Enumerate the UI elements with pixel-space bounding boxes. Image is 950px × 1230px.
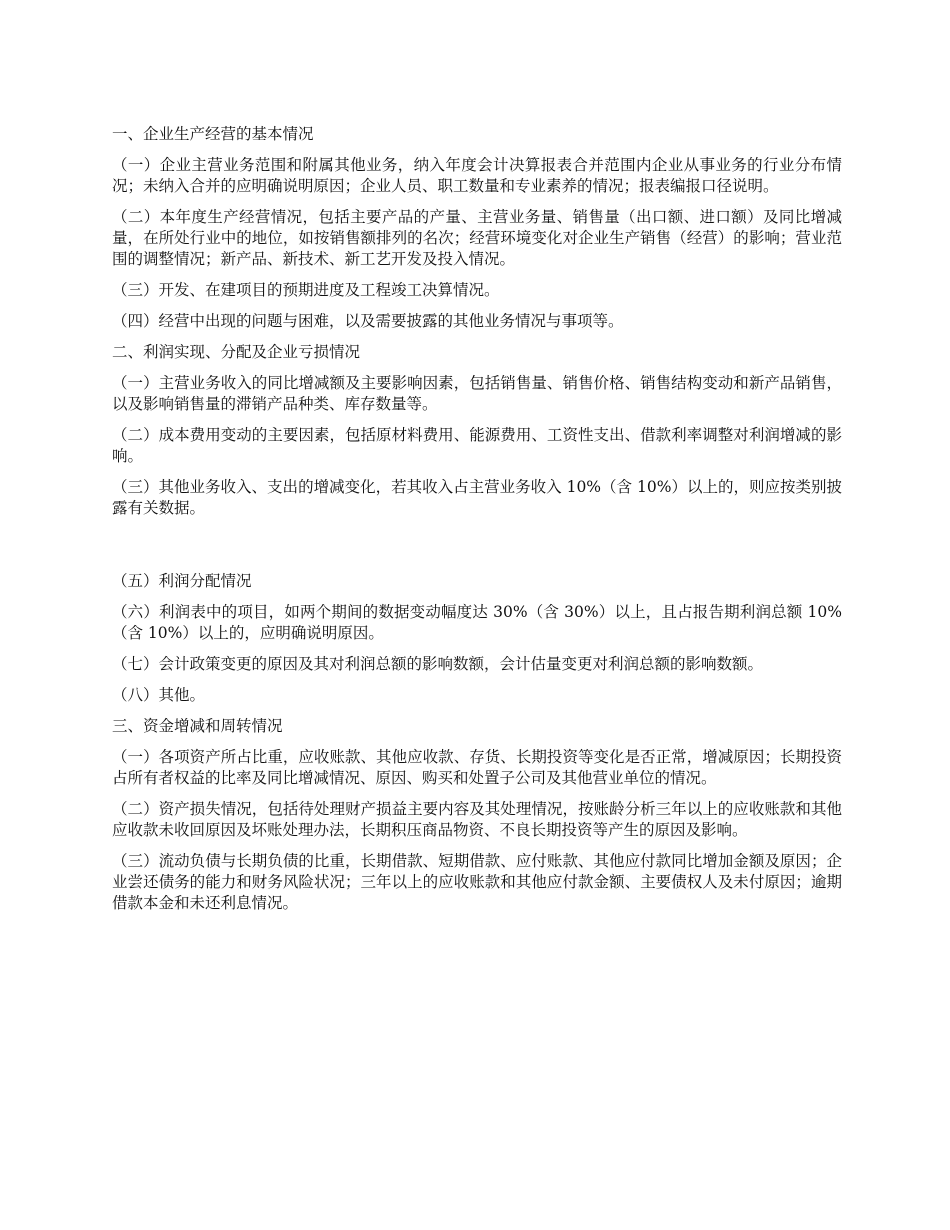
- paragraph-1-2: （二）本年度生产经营情况，包括主要产品的产量、主营业务量、销售量（出口额、进口额）及同比增减量，在所处行业中的地位，如按销售额排列的名次；经营环境变化对企业生产销售（经营）的影响；营业范围的调整情况；新产品、新技术、新工艺开发及投入情况。: [112, 208, 842, 268]
- paragraph-2-5: （五）利润分配情况: [112, 572, 252, 590]
- paragraph-3-1: （一）各项资产所占比重，应收账款、其他应收款、存货、长期投资等变化是否正常，增减原因；长期投资占所有者权益的比率及同比增减情况、原因、购买和处置子公司及其他营业单位的情况。: [112, 748, 842, 787]
- document-body: [112, 124, 842, 924]
- paragraph-2-6: （六）利润表中的项目，如两个期间的数据变动幅度达 30%（含 30%）以上，且占报告期利润总额 10%（含 10%）以上的，应明确说明原因。: [112, 603, 842, 642]
- paragraph-1-4: （四）经营中出现的问题与困难，以及需要披露的其他业务情况与事项等。: [112, 312, 624, 330]
- paragraph-2-3: （三）其他业务收入、支出的增减变化，若其收入占主营业务收入 10%（含 10%）以上的，则应按类别披露有关数据。: [112, 478, 842, 517]
- section-heading-3: 三、资金增减和周转情况: [112, 717, 283, 735]
- paragraph-2-8: （八）其他。: [112, 686, 206, 704]
- paragraph-1-1: （一）企业主营业务范围和附属其他业务，纳入年度会计决算报表合并范围内企业从事业务的行业分布情况；未纳入合并的应明确说明原因；企业人员、职工数量和专业素养的情况；报表编报口径说明。: [112, 156, 842, 195]
- paragraph-3-2: （二）资产损失情况，包括待处理财产损益主要内容及其处理情况，按账龄分析三年以上的应收账款和其他应收款未收回原因及坏账处理办法，长期积压商品物资、不良长期投资等产生的原因及影响。: [112, 800, 842, 839]
- section-heading-2: 二、利润实现、分配及企业亏损情况: [112, 343, 361, 361]
- paragraph-1-3: （三）开发、在建项目的预期进度及工程竣工决算情况。: [112, 281, 500, 299]
- section-heading-1: 一、企业生产经营的基本情况: [112, 125, 314, 143]
- blank-space: [112, 529, 842, 571]
- paragraph-2-2: （二）成本费用变动的主要因素，包括原材料费用、能源费用、工资性支出、借款利率调整对利润增减的影响。: [112, 426, 842, 465]
- paragraph-2-7: （七）会计政策变更的原因及其对利润总额的影响数额，会计估量变更对利润总额的影响数额。: [112, 655, 764, 673]
- paragraph-3-3: （三）流动负债与长期负债的比重，长期借款、短期借款、应付账款、其他应付款同比增加金额及原因；企业尝还债务的能力和财务风险状况；三年以上的应收账款和其他应付款金额、主要债权人及未付原因；逾期借款本金和未还利息情况。: [112, 852, 842, 912]
- paragraph-2-1: （一）主营业务收入的同比增减额及主要影响因素，包括销售量、销售价格、销售结构变动和新产品销售，以及影响销售量的滞销产品种类、库存数量等。: [112, 374, 842, 413]
